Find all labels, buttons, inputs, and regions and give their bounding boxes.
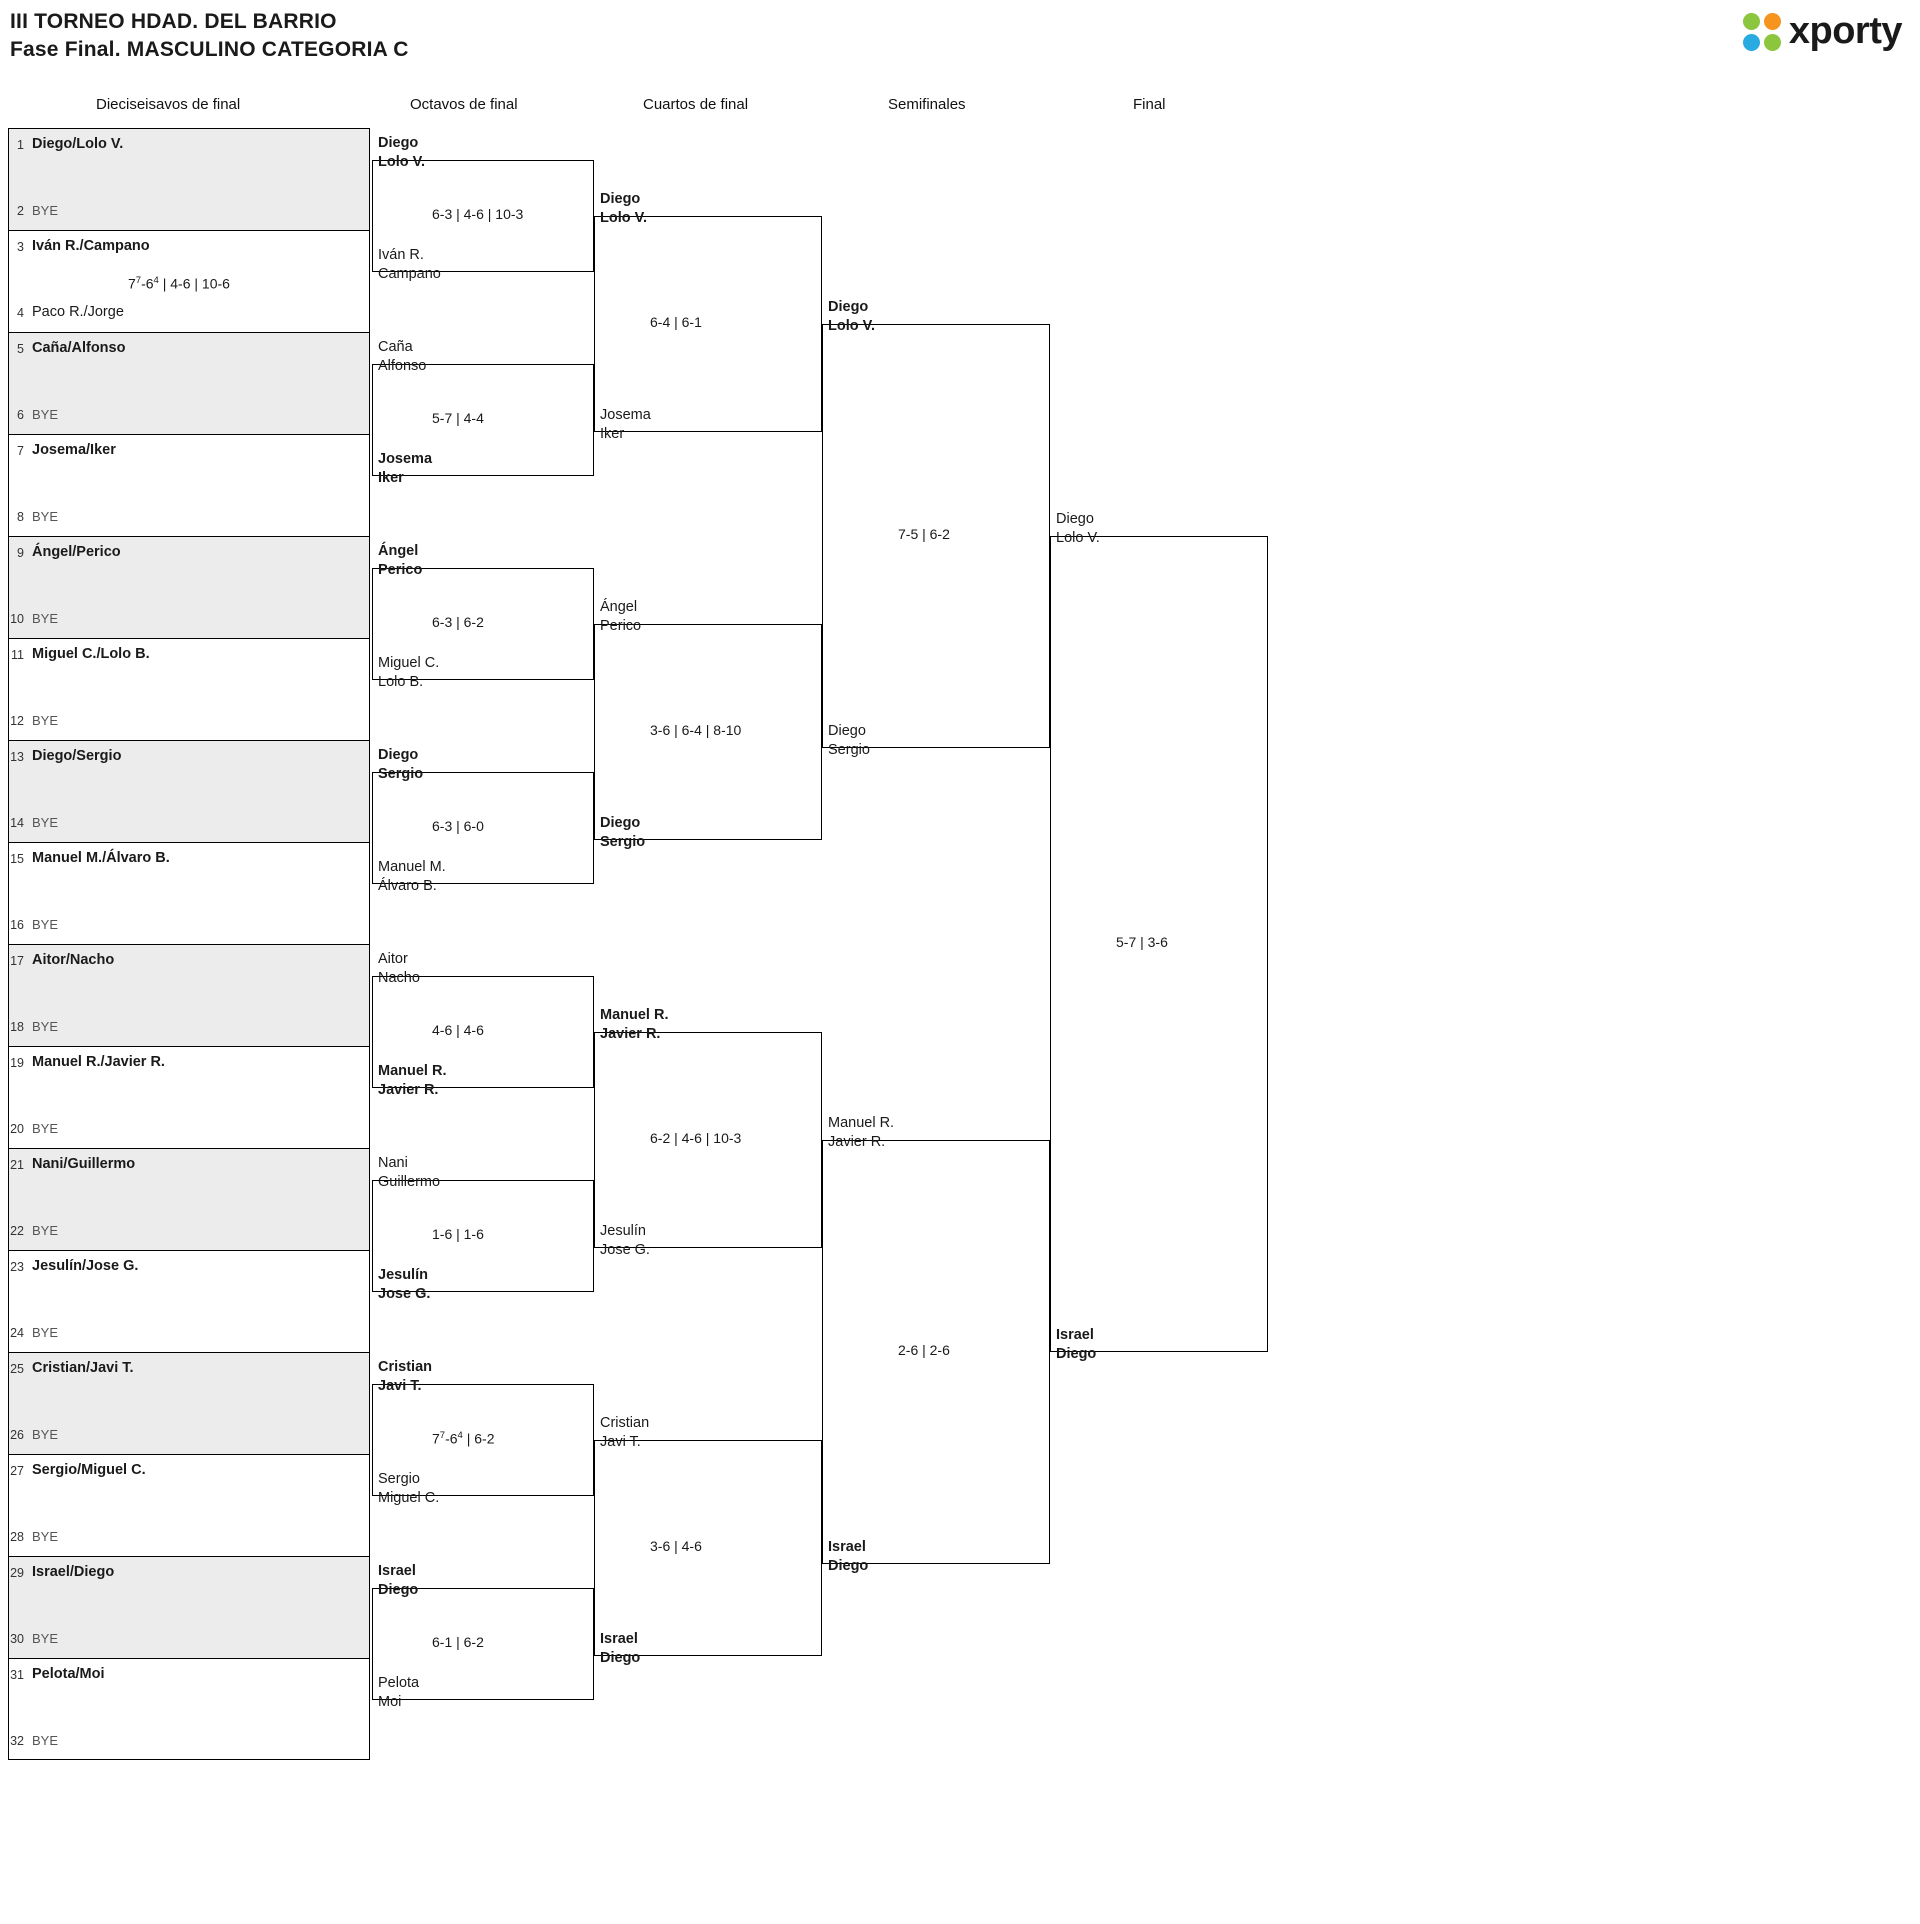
r16-match-bottom-player: Sergio Miguel C. <box>378 1471 440 1506</box>
seed-number: 20 <box>10 1122 24 1136</box>
seed-divider <box>8 1046 370 1047</box>
seed-number: 18 <box>10 1020 24 1034</box>
r16-match-top-player: Cristian Javi T. <box>378 1359 432 1394</box>
title-line-2: Fase Final. MASCULINO CATEGORIA C <box>10 38 409 61</box>
seed-player-name: Pelota/Moi <box>32 1666 105 1682</box>
seed-player-name: Jesulín/Jose G. <box>32 1258 139 1274</box>
seed-number: 1 <box>17 138 24 152</box>
r16-match-bottom-player: Josema Iker <box>378 451 433 486</box>
seed-player-name: Diego/Lolo V. <box>32 136 124 152</box>
seed-divider <box>8 944 370 945</box>
logo-dot-3 <box>1743 34 1760 51</box>
qf-match-bottom-player: Josema Iker <box>600 407 651 442</box>
bye-label: BYE <box>32 917 59 932</box>
seed-player-name: Manuel M./Álvaro B. <box>32 850 170 866</box>
seed-player-name: Ángel/Perico <box>32 544 121 560</box>
qf-match-score: 3-6 | 4-6 <box>650 1538 702 1554</box>
r16-match-score: 6-1 | 6-2 <box>432 1634 484 1650</box>
r16-match-score: 1-6 | 1-6 <box>432 1226 484 1242</box>
seed-number: 31 <box>10 1668 24 1682</box>
bye-label: BYE <box>32 1427 59 1442</box>
r16-match-bottom-player: Jesulín Jose G. <box>378 1267 431 1302</box>
r16-match-bottom-player: Manuel M. Álvaro B. <box>378 859 446 894</box>
seed-divider <box>8 1352 370 1353</box>
bye-label: BYE <box>32 1529 59 1544</box>
seed-number: 32 <box>10 1734 24 1748</box>
bye-label: BYE <box>32 407 59 422</box>
seed-number: 29 <box>10 1566 24 1580</box>
r16-match-top-player: Diego Lolo V. <box>378 135 425 170</box>
r16-match-top-player: Nani Guillermo <box>378 1155 441 1190</box>
qf-match-score: 6-4 | 6-1 <box>650 314 702 330</box>
seed-number: 27 <box>10 1464 24 1478</box>
sf-match-bottom-player: Israel Diego <box>828 1539 869 1574</box>
final-match-bottom-player: Israel Diego <box>1056 1327 1097 1362</box>
seed-divider <box>8 1556 370 1557</box>
xporty-logo <box>1743 10 1902 53</box>
bye-label: BYE <box>32 1733 59 1748</box>
seed-number: 9 <box>17 546 24 560</box>
seed-player-name: Josema/Iker <box>32 442 116 458</box>
bye-label: BYE <box>32 611 59 626</box>
r16-match-score: 6-3 | 6-0 <box>432 818 484 834</box>
seed-number: 5 <box>17 342 24 356</box>
bye-label: BYE <box>32 203 59 218</box>
bye-label: BYE <box>32 509 59 524</box>
seed-divider <box>8 1250 370 1251</box>
qf-match-score: 3-6 | 6-4 | 8-10 <box>650 722 742 738</box>
round-header-qf: Cuartos de final <box>643 96 749 113</box>
seed-number: 13 <box>10 750 24 764</box>
qf-match-bottom-player: Jesulín Jose G. <box>600 1223 650 1258</box>
r16-match-score: 6-3 | 4-6 | 10-3 <box>432 206 524 222</box>
r16-match-bottom-player: Pelota Moi <box>378 1675 420 1710</box>
qf-match-bottom-player: Israel Diego <box>600 1631 641 1666</box>
seed-number: 25 <box>10 1362 24 1376</box>
seed-player-name: Paco R./Jorge <box>32 304 124 320</box>
seed-divider <box>8 332 370 333</box>
seed-number: 4 <box>17 306 24 320</box>
seed-player-name: Iván R./Campano <box>32 238 150 254</box>
seed-divider <box>8 230 370 231</box>
sf-match-top-player: Manuel R. Javier R. <box>828 1115 895 1150</box>
bye-label: BYE <box>32 815 59 830</box>
qf-match-bottom-player: Diego Sergio <box>600 815 646 850</box>
qf-match-top-player: Cristian Javi T. <box>600 1415 650 1450</box>
seed-number: 3 <box>17 240 24 254</box>
r16-match-top-player: Ángel Perico <box>378 543 423 578</box>
r16-match-bottom-player: Manuel R. Javier R. <box>378 1063 447 1098</box>
seed-divider <box>8 434 370 435</box>
seed-number: 12 <box>10 714 24 728</box>
seed-number: 8 <box>17 510 24 524</box>
qf-match-top-player: Ángel Perico <box>600 599 642 634</box>
qf-match-top-player: Manuel R. Javier R. <box>600 1007 669 1042</box>
r16-match-top-player: Israel Diego <box>378 1563 419 1598</box>
logo-dot-4 <box>1764 34 1781 51</box>
seed-number: 28 <box>10 1530 24 1544</box>
bye-label: BYE <box>32 1121 59 1136</box>
qf-match-top-player: Diego Lolo V. <box>600 191 647 226</box>
r16-match-bottom-player: Iván R. Campano <box>378 247 441 282</box>
r16-match-top-player: Diego Sergio <box>378 747 424 782</box>
tournament-title <box>10 8 409 64</box>
seed-player-name: Nani/Guillermo <box>32 1156 136 1172</box>
bye-label: BYE <box>32 713 59 728</box>
r16-match-bottom-player: Miguel C. Lolo B. <box>378 655 440 690</box>
seed-number: 26 <box>10 1428 24 1442</box>
final-match-top-player: Diego Lolo V. <box>1056 511 1100 546</box>
seed-number: 6 <box>17 408 24 422</box>
logo-dot-2 <box>1764 13 1781 30</box>
seed-number: 17 <box>10 954 24 968</box>
seed-number: 19 <box>10 1056 24 1070</box>
seed-number: 24 <box>10 1326 24 1340</box>
seed-number: 11 <box>11 648 24 662</box>
logo-dots-icon <box>1743 13 1781 51</box>
r32-match2-score: $7^7-6^4$ | 4-6 | 10-6 <box>128 275 230 292</box>
seed-divider <box>8 842 370 843</box>
seed-divider <box>8 740 370 741</box>
seed-player-name: Aitor/Nacho <box>32 952 115 968</box>
bye-label: BYE <box>32 1223 59 1238</box>
seed-number: 14 <box>10 816 24 830</box>
sf-match-bottom-player: Diego Sergio <box>828 723 870 758</box>
final-match-score: 5-7 | 3-6 <box>1116 934 1168 950</box>
r16-match-score: $7^7-6^4$ | 6-2 <box>432 1430 495 1447</box>
seed-player-name: Israel/Diego <box>32 1564 115 1580</box>
seed-number: 7 <box>17 444 24 458</box>
seed-player-name: Diego/Sergio <box>32 748 122 764</box>
seed-divider <box>8 1148 370 1149</box>
r16-match-top-player: Caña Alfonso <box>378 339 427 374</box>
round-header-sf: Semifinales <box>888 96 966 113</box>
seed-number: 15 <box>10 852 24 866</box>
round-header-r32: Dieciseisavos de final <box>96 96 241 113</box>
bye-label: BYE <box>32 1631 59 1646</box>
seed-number: 16 <box>10 918 24 932</box>
r16-match-score: 6-3 | 6-2 <box>432 614 484 630</box>
seed-number: 22 <box>10 1224 24 1238</box>
seed-player-name: Miguel C./Lolo B. <box>32 646 150 662</box>
round-header-f: Final <box>1133 96 1166 113</box>
sf-match-score: 2-6 | 2-6 <box>898 1342 950 1358</box>
seed-player-name: Cristian/Javi T. <box>32 1360 134 1376</box>
seed-number: 21 <box>10 1158 24 1172</box>
seed-player-name: Caña/Alfonso <box>32 340 126 356</box>
bye-label: BYE <box>32 1325 59 1340</box>
logo-dot-1 <box>1743 13 1760 30</box>
qf-match-score: 6-2 | 4-6 | 10-3 <box>650 1130 742 1146</box>
seed-number: 10 <box>10 612 24 626</box>
seed-player-name: Sergio/Miguel C. <box>32 1462 146 1478</box>
seed-number: 30 <box>10 1632 24 1646</box>
seed-divider <box>8 638 370 639</box>
r16-match-score: 5-7 | 4-4 <box>432 410 484 426</box>
seed-number: 2 <box>17 204 24 218</box>
qf-match-box <box>594 216 822 432</box>
seed-divider <box>8 1454 370 1455</box>
seed-divider <box>8 1658 370 1659</box>
qf-match-box <box>594 1440 822 1656</box>
r16-match-top-player: Aitor Nacho <box>378 951 420 986</box>
seed-number: 23 <box>10 1260 24 1274</box>
seed-player-name: Manuel R./Javier R. <box>32 1054 165 1070</box>
sf-match-score: 7-5 | 6-2 <box>898 526 950 542</box>
bye-label: BYE <box>32 1019 59 1034</box>
r16-match-score: 4-6 | 4-6 <box>432 1022 484 1038</box>
round-header-r16: Octavos de final <box>410 96 518 113</box>
title-line-1: III TORNEO HDAD. DEL BARRIO <box>10 10 337 33</box>
sf-match-top-player: Diego Lolo V. <box>828 299 875 334</box>
seed-divider <box>8 536 370 537</box>
logo-text: xporty <box>1788 10 1902 52</box>
